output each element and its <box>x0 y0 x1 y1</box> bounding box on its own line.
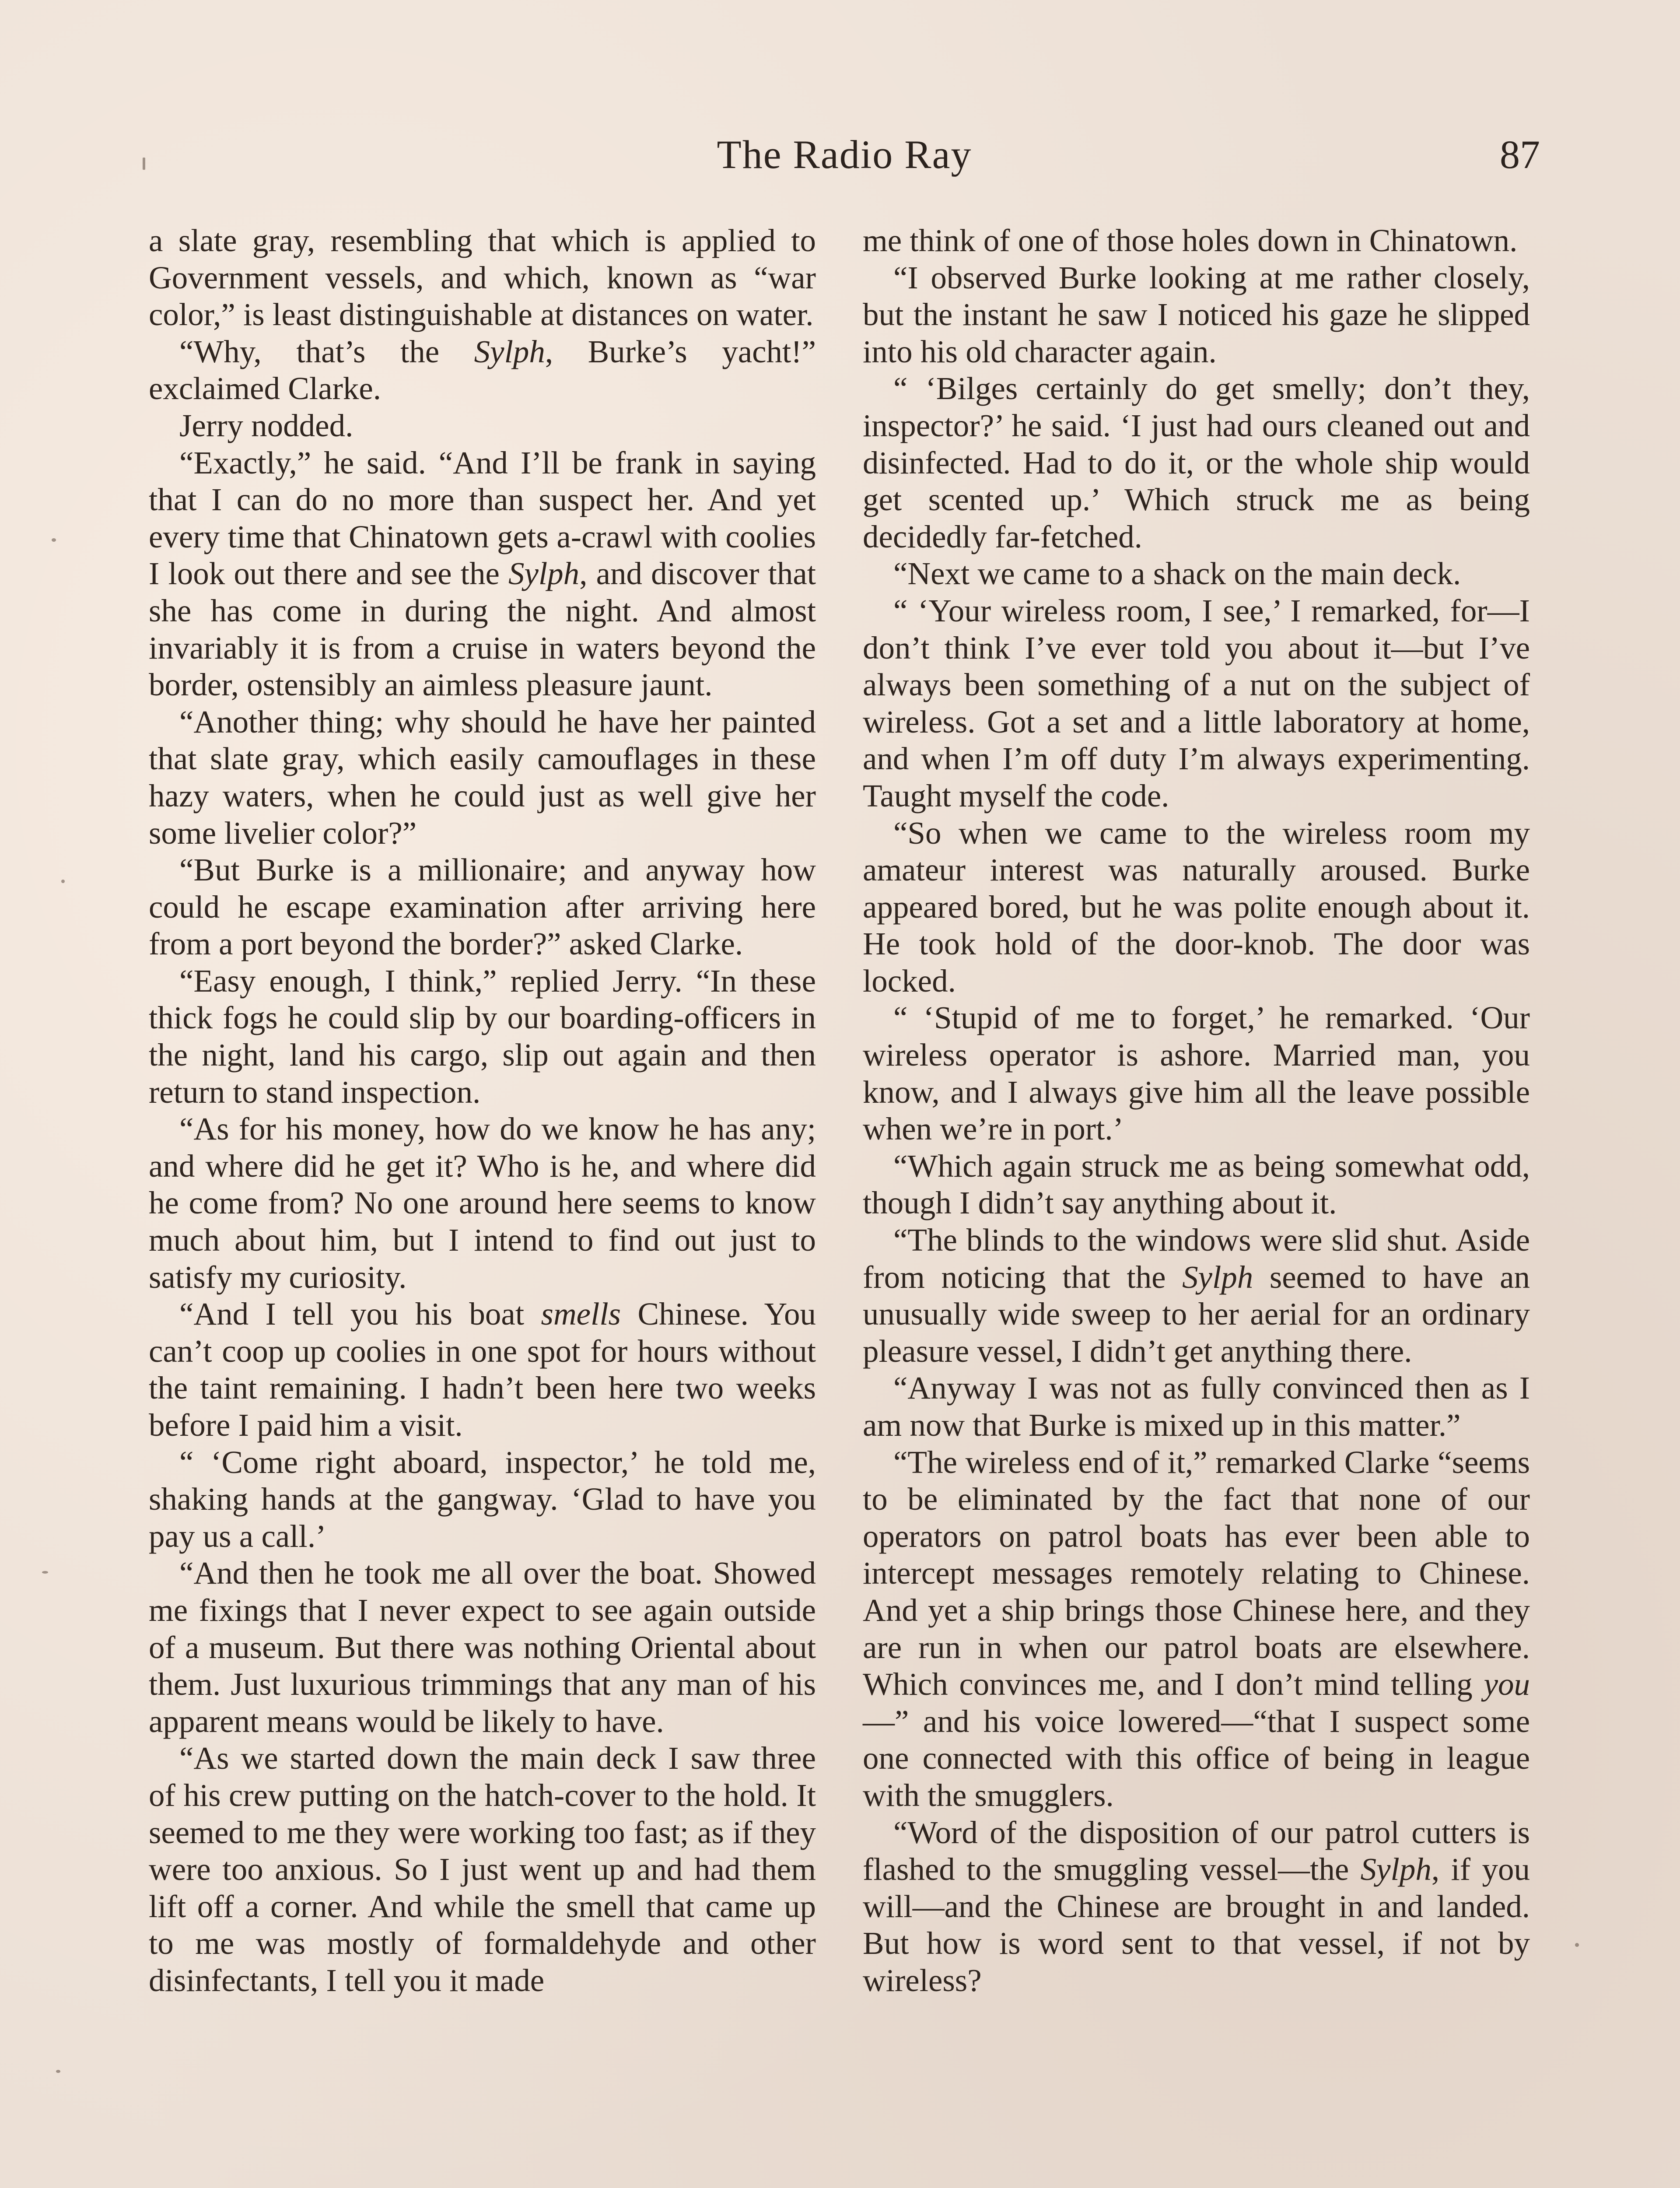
paragraph: “Another thing; why should he have her painted that slate gray, which easily camouflages in these hazy waters, when he could just as well give her some livelier color?” <box>149 704 816 851</box>
paragraph: “As for his money, how do we know he has any; and where did he get it? Who is he, and where did he come from? No one around here seems to know much about him, but I intend to find out just to satisfy my curiosity. <box>149 1111 816 1295</box>
print-speck <box>1575 1943 1579 1947</box>
print-speck <box>42 1571 48 1574</box>
paragraph: “Easy enough, I think,” replied Jerry. “In these thick fogs he could slip by our boarding-officers in the night, land his cargo, slip out again and then return to stand inspection. <box>149 963 816 1110</box>
paragraph: “And I tell you his boat smells Chinese. You can’t coop up coolies in one spot for hours without the taint remaining. I hadn’t been here two weeks before I paid him a visit. <box>149 1296 816 1443</box>
paragraph: “Why, that’s the Sylph, Burke’s yacht!” exclaimed Clarke. <box>149 333 816 407</box>
page-header <box>149 131 1540 188</box>
paragraph: me think of one of those holes down in Chinatown. <box>863 223 1518 258</box>
paragraph: “Which again struck me as being somewhat odd, though I didn’t say anything about it. <box>863 1148 1530 1221</box>
paragraph: “ ‘Your wireless room, I see,’ I remarked, for—I don’t think I’ve ever told you about it—but I’ve always been something of a nut on the subject of wireless. Got a set and a little laboratory at home, and when I’m off duty I’m always experimenting. Taught myself the code. <box>863 593 1530 813</box>
paragraph: “As we started down the main deck I saw three of his crew putting on the hatch-cover to the hold. It seemed to me they were working too fast; as if they were too anxious. So I just went up and had them lift off a corner. And while the smell that came up to me was mostly of formaldehyde and other disinfectants, I tell you it made <box>149 1740 816 1998</box>
paragraph: “But Burke is a millionaire; and anyway how could he escape examination after arriving here from a port beyond the border?” asked Clarke. <box>149 852 816 962</box>
paragraph: a slate gray, resembling that which is applied to Government vessels, and which, known as “war color,” is least distinguishable at distances on water. <box>149 223 816 333</box>
left-text-column <box>149 222 816 1999</box>
paragraph: “Anyway I was not as fully convinced then as I am now that Burke is mixed up in this matter.” <box>863 1370 1530 1443</box>
paragraph: “ ‘Bilges certainly do get smelly; don’t they, inspector?’ he said. ‘I just had ours cleaned out and disinfected. Had to do it, or the whole ship would get scented up.’ Which struck me as being decidedly far-fetched. <box>863 371 1530 554</box>
paragraph: Jerry nodded. <box>179 407 354 443</box>
paragraph: “Exactly,” he said. “And I’ll be frank in saying that I can do no more than suspect her. And yet every time that Chinatown gets a-crawl with coolies I look out there and see the Sylph, and discover that she has come in during the night. And almost invariably it is from a cruise in waters beyond the border, ostensibly an aimless pleasure jaunt. <box>149 445 816 703</box>
print-speck <box>56 2070 60 2073</box>
print-speck <box>52 538 56 542</box>
page-number: 87 <box>1500 132 1540 177</box>
paragraph: “The wireless end of it,” remarked Clarke “seems to be eliminated by the fact that none of our operators on patrol boats has ever been able to intercept messages remotely relating to Chinese. And yet a ship brings those Chinese here, and they are run in when our patrol boats are elsewhere. Which convinces me, and I don’t mind telling you—” and his voice lowered—“that I suspect some one connected with this office of being in league with the smugglers. <box>863 1444 1530 1813</box>
paragraph: “So when we came to the wireless room my amateur interest was naturally aroused. Burke appeared bored, but he was polite enough about it. He took hold of the door-knob. The door was locked. <box>863 815 1530 999</box>
right-text-column <box>863 222 1530 1999</box>
paragraph: “Word of the disposition of our patrol cutters is flashed to the smuggling vessel—the Sylph, if you will—and the Chinese are brought in and landed. But how is word sent to that vessel, if not by wireless? <box>863 1814 1530 1998</box>
paragraph: “ ‘Come right aboard, inspector,’ he told me, shaking hands at the gangway. ‘Glad to have you pay us a call.’ <box>149 1444 816 1554</box>
paragraph: “The blinds to the windows were slid shut. Aside from noticing that the Sylph seemed to have an unusually wide sweep to her aerial for an ordinary pleasure vessel, I didn’t get anything there. <box>863 1222 1530 1369</box>
paragraph: “And then he took me all over the boat. Showed me fixings that I never expect to see again outside of a museum. But there was nothing Oriental about them. Just luxurious trimmings that any man of his apparent means would be likely to have. <box>149 1555 816 1739</box>
running-title: The Radio Ray <box>717 132 972 177</box>
print-speck <box>143 158 145 170</box>
paragraph: “I observed Burke looking at me rather closely, but the instant he saw I noticed his gaze he slipped into his old character again. <box>863 259 1530 369</box>
paragraph: “Next we came to a shack on the main deck. <box>893 556 1461 592</box>
paragraph: “ ‘Stupid of me to forget,’ he remarked. ‘Our wireless operator is ashore. Married man, you know, and I always give him all the leave possible when we’re in port.’ <box>863 1000 1530 1147</box>
print-speck <box>61 880 65 883</box>
